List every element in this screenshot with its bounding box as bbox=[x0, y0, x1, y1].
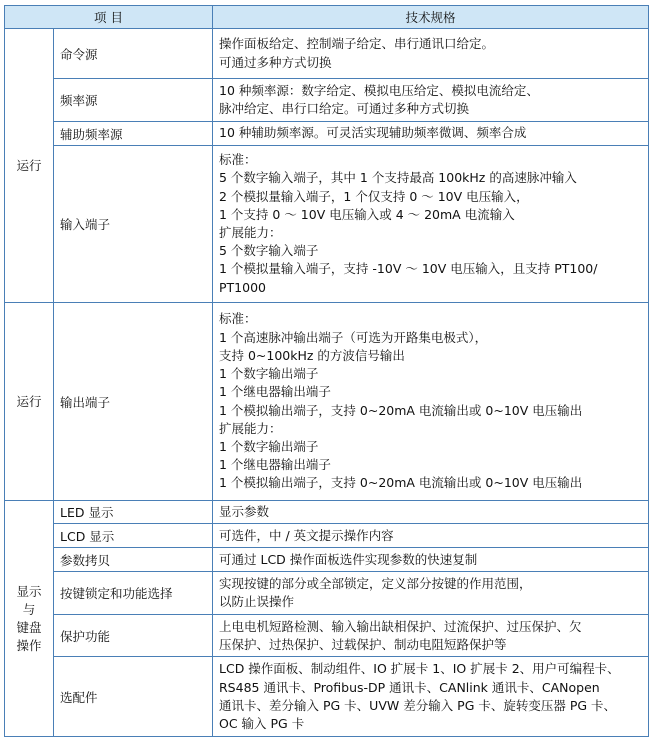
item-cell: 选配件 bbox=[54, 657, 213, 737]
spec-line: PT1000 bbox=[219, 279, 266, 295]
spec-cell bbox=[213, 29, 649, 79]
table-header-row bbox=[5, 6, 649, 29]
spec-line: 5 个数字输入端子，其中 1 个支持最高 100kHz 的高速脉冲输入 bbox=[219, 170, 577, 186]
spec-line: 操作面板给定、控制端子给定、串行通讯口给定。 bbox=[219, 36, 495, 52]
spec-line: 1 个继电器输出端子 bbox=[219, 457, 331, 473]
header-item: 项 目 bbox=[5, 6, 213, 29]
spec-line: 1 个数字输出端子 bbox=[219, 438, 319, 454]
spec-cell bbox=[213, 548, 649, 572]
spec-line: LCD 操作面板、制动组件、IO 扩展卡 1、IO 扩展卡 2、用户可编程卡、 bbox=[219, 661, 620, 677]
spec-cell bbox=[213, 122, 649, 146]
table-row bbox=[5, 122, 649, 146]
spec-line: 1 个继电器输出端子 bbox=[219, 384, 331, 400]
table-row bbox=[5, 524, 649, 548]
spec-line: 脉冲给定、串行口给定。可通过多种方式切换 bbox=[219, 101, 470, 116]
category-cell: 运行 bbox=[5, 303, 54, 501]
category-line: 键盘 bbox=[16, 619, 42, 635]
spec-line: 支持 0~100kHz 的方波信号输出 bbox=[219, 347, 405, 363]
table-row bbox=[5, 29, 649, 79]
table-row bbox=[5, 146, 649, 303]
table-row bbox=[5, 657, 649, 737]
spec-line: 扩展能力： bbox=[219, 420, 282, 436]
item-cell: 按键锁定和功能选择 bbox=[54, 572, 213, 615]
item-cell: 输入端子 bbox=[54, 146, 213, 303]
spec-cell bbox=[213, 79, 649, 122]
spec-line: 标准： bbox=[219, 152, 257, 168]
spec-line: 可选件，中 / 英文提示操作内容 bbox=[219, 527, 394, 543]
spec-line: 10 种辅助频率源。可灵活实现辅助频率微调、频率合成 bbox=[219, 125, 527, 141]
spec-line: 上电电机短路检测、输入输出缺相保护、过流保护、过压保护、欠 bbox=[219, 618, 582, 634]
header-spec: 技术规格 bbox=[213, 6, 649, 29]
spec-line: 可通过多种方式切换 bbox=[219, 54, 332, 70]
item-cell: 命令源 bbox=[54, 29, 213, 79]
category-line: 操作 bbox=[16, 637, 42, 653]
spec-line: RS485 通讯卡、Profibus-DP 通讯卡、CANlink 通讯卡、CANopen bbox=[219, 679, 600, 695]
spec-line: 2 个模拟量输入端子，1 个仅支持 0 ～ 10V 电压输入， bbox=[219, 188, 529, 204]
table-row bbox=[5, 79, 649, 122]
spec-line: 扩展能力： bbox=[219, 225, 282, 240]
spec-cell bbox=[213, 524, 649, 548]
spec-line: 1 个数字输出端子 bbox=[219, 366, 319, 382]
spec-line: 可通过 LCD 操作面板选件实现参数的快速复制 bbox=[219, 551, 478, 567]
spec-table bbox=[4, 5, 649, 737]
table-row bbox=[5, 548, 649, 572]
spec-line: 1 个支持 0 ～ 10V 电压输入或 4 ～ 20mA 电流输入 bbox=[219, 206, 515, 222]
item-cell: LED 显示 bbox=[54, 501, 213, 524]
spec-line: 1 个模拟量输入端子，支持 -10V ～ 10V 电压输入，且支持 PT100/ bbox=[219, 261, 598, 277]
spec-cell bbox=[213, 501, 649, 524]
spec-line: 1 个高速脉冲输出端子（可选为开路集电极式）， bbox=[219, 329, 488, 345]
item-cell: LCD 显示 bbox=[54, 524, 213, 548]
spec-cell bbox=[213, 615, 649, 657]
spec-cell bbox=[213, 146, 649, 303]
category-line: 与 bbox=[22, 601, 36, 617]
table-row bbox=[5, 615, 649, 657]
spec-line: 5 个数字输入端子 bbox=[219, 243, 319, 259]
spec-line: 压保护、过热保护、过载保护、制动电阻短路保护等 bbox=[219, 636, 507, 652]
item-cell: 保护功能 bbox=[54, 615, 213, 657]
spec-line: 实现按键的部分或全部锁定，定义部分按键的作用范围， bbox=[219, 576, 532, 591]
item-cell: 输出端子 bbox=[54, 303, 213, 501]
spec-line: OC 输入 PG 卡 bbox=[219, 715, 305, 731]
spec-line: 1 个模拟输出端子，支持 0~20mA 电流输出或 0~10V 电压输出 bbox=[219, 475, 583, 491]
spec-line: 以防止误操作 bbox=[219, 594, 295, 610]
table-row bbox=[5, 303, 649, 501]
table-row bbox=[5, 572, 649, 615]
spec-line: 显示参数 bbox=[219, 504, 270, 519]
item-cell: 频率源 bbox=[54, 79, 213, 122]
spec-line: 标准： bbox=[219, 311, 257, 327]
spec-cell bbox=[213, 303, 649, 501]
spec-line: 1 个模拟输出端子，支持 0~20mA 电流输出或 0~10V 电压输出 bbox=[219, 402, 583, 418]
item-cell: 辅助频率源 bbox=[54, 122, 213, 146]
category-line: 显示 bbox=[16, 583, 42, 599]
spec-cell bbox=[213, 572, 649, 615]
spec-cell bbox=[213, 657, 649, 737]
category-cell: 运行 bbox=[5, 29, 54, 303]
spec-line: 通讯卡、差分输入 PG 卡、UVW 差分输入 PG 卡、旋转变压器 PG 卡、 bbox=[219, 697, 617, 713]
table-row bbox=[5, 501, 649, 524]
item-cell: 参数拷贝 bbox=[54, 548, 213, 572]
category-cell bbox=[5, 501, 54, 737]
spec-line: 10 种频率源：数字给定、模拟电压给定、模拟电流给定、 bbox=[219, 82, 539, 98]
